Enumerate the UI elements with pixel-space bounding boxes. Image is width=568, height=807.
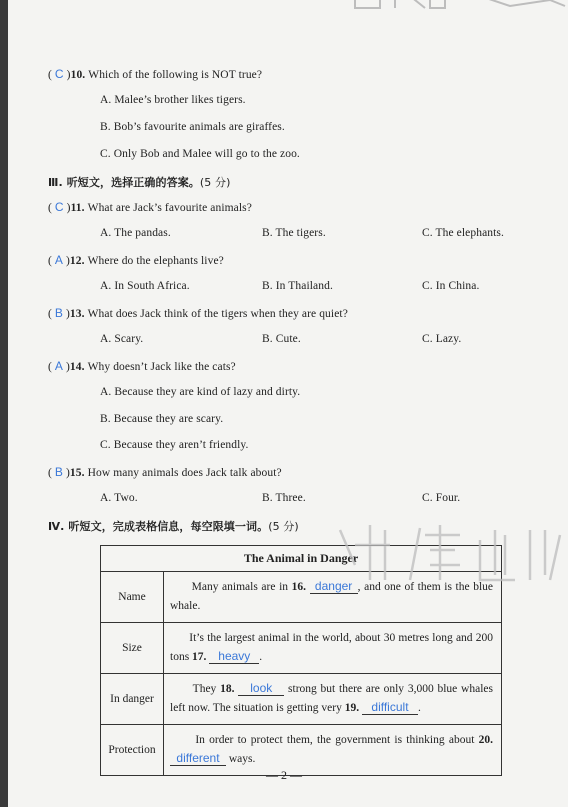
q11-stem: ( C )11. What are Jack’s favourite animals?: [48, 200, 252, 214]
q13-option-b: B. Cute.: [262, 333, 301, 345]
q12-text: Where do the elephants live?: [87, 255, 224, 267]
q12-option-b: B. In Thailand.: [262, 280, 333, 292]
q12-number: 12: [69, 255, 82, 267]
q12-answer: A: [54, 253, 64, 267]
section-4-heading: [48, 518, 299, 534]
q15-answer: B: [54, 465, 64, 479]
q13-option-c: C. Lazy.: [422, 333, 462, 345]
blank-18-answer: look: [238, 682, 284, 696]
blank-16-answer: danger: [310, 580, 358, 594]
section-3-heading: [48, 174, 230, 190]
row-label-size: Size: [101, 623, 164, 674]
q11-option-c: C. The elephants.: [422, 227, 504, 239]
blank-16-number: 16.: [291, 581, 306, 593]
section-4-title: Ⅳ. 听短文，完成表格信息，每空限填一词。: [48, 520, 269, 533]
q15-stem: ( B )15. How many animals does Jack talk about?: [48, 465, 282, 479]
q13-option-a: A. Scary.: [100, 333, 144, 345]
q10-option-a: A. Malee’s brother likes tigers.: [100, 94, 246, 106]
q11-option-b: B. The tigers.: [262, 227, 326, 239]
q14-number: 14: [69, 361, 82, 373]
blank-19-answer: difficult: [362, 701, 418, 715]
blank-19-number: 19.: [344, 702, 360, 714]
watermark-top: [350, 0, 568, 24]
section-3-title: Ⅲ. 听短文，选择正确的答案。: [48, 176, 200, 189]
q10-option-c: C. Only Bob and Malee will go to the zoo.: [100, 148, 300, 160]
q13-text: What does Jack think of the tigers when they are quiet?: [87, 308, 348, 320]
q15-option-b: B. Three.: [262, 492, 306, 504]
q11-answer: C: [54, 200, 64, 214]
blank-17-answer: heavy: [209, 650, 259, 664]
blank-17-number: 17.: [192, 651, 207, 663]
q13-number: 13: [69, 308, 82, 320]
q10-stem: ( C )10. Which of the following is NOT true?: [48, 67, 263, 81]
blank-20-answer: different: [170, 752, 226, 766]
blank-18-number: 18.: [220, 683, 235, 695]
q12-option-c: C. In China.: [422, 280, 480, 292]
q10-text: Which of the following is NOT true?: [88, 69, 263, 81]
q15-option-c: C. Four.: [422, 492, 461, 504]
q11-text: What are Jack’s favourite animals?: [87, 202, 252, 214]
q11-number: 11: [70, 202, 82, 214]
q11-option-a: A. The pandas.: [100, 227, 171, 239]
row-label-name: Name: [101, 572, 164, 623]
q14-option-a: A. Because they are kind of lazy and dirty.: [100, 386, 301, 398]
section-3-points: (5 分): [199, 176, 231, 189]
blank-20-number: 20.: [478, 734, 493, 746]
row-content-in-danger: They 18. look strong but there are only 3,000 blue whales left now. The situation is getting very 19. difficult .: [164, 674, 502, 725]
page-edge: [0, 0, 8, 807]
row-label-protection: Protection: [101, 725, 164, 776]
q12-stem: ( A )12. Where do the elephants live?: [48, 253, 224, 267]
q12-option-a: A. In South Africa.: [100, 280, 190, 292]
row-content-size: It’s the largest animal in the world, about 30 metres long and 200 tons 17. heavy .: [164, 623, 502, 674]
q10-open-paren: (: [48, 69, 55, 81]
q13-stem: ( B )13. What does Jack think of the tigers when they are quiet?: [48, 306, 348, 320]
q10-answer: C: [54, 67, 64, 81]
q10-number: 10: [70, 69, 83, 81]
row-label-in-danger: In danger: [101, 674, 164, 725]
table-row: [101, 623, 502, 674]
page-number: — 2 —: [266, 768, 302, 782]
row-content-protection: In order to protect them, the government is thinking about 20. different ways.: [164, 725, 502, 776]
table-row: [101, 572, 502, 623]
row-content-name: Many animals are in 16. danger , and one of them is the blue whale.: [164, 572, 502, 623]
table-title: The Animal in Danger: [101, 546, 502, 572]
q14-answer: A: [54, 359, 64, 373]
table-title-row: [101, 546, 502, 572]
q15-number: 15: [69, 467, 82, 479]
q14-text: Why doesn’t Jack like the cats?: [87, 361, 236, 373]
info-table: [100, 545, 502, 776]
section-4-points: (5 分): [268, 520, 299, 533]
q14-option-b: B. Because they are scary.: [100, 413, 224, 425]
q13-answer: B: [54, 306, 64, 320]
q14-stem: ( A )14. Why doesn’t Jack like the cats?: [48, 359, 236, 373]
q14-option-c: C. Because they aren’t friendly.: [100, 439, 249, 451]
q10-option-b: B. Bob’s favourite animals are giraffes.: [100, 121, 285, 133]
q15-option-a: A. Two.: [100, 492, 138, 504]
table-row: [101, 674, 502, 725]
q15-text: How many animals does Jack talk about?: [87, 467, 282, 479]
